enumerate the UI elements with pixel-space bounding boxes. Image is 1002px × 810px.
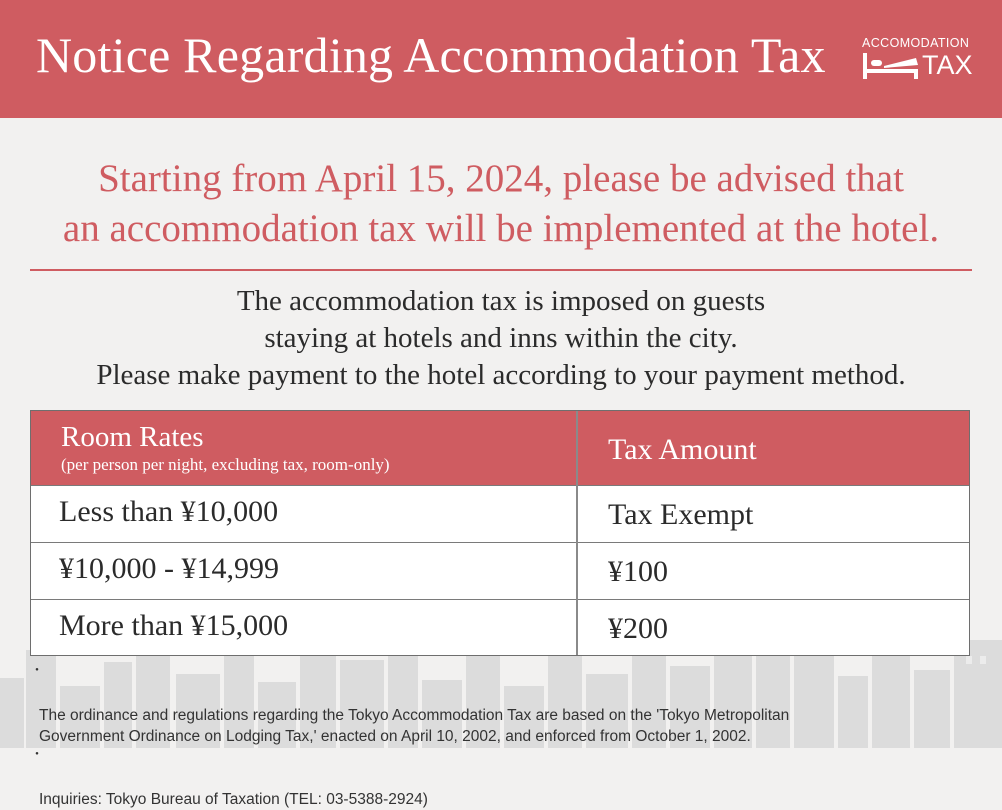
tax-cell: ¥100 bbox=[608, 555, 668, 588]
intro-line-1: The accommodation tax is imposed on guests bbox=[236, 285, 766, 317]
divider bbox=[30, 269, 972, 271]
bullet: ・ bbox=[30, 662, 44, 678]
page-title: Notice Regarding Accommodation Tax bbox=[36, 27, 826, 83]
header-banner bbox=[0, 0, 1002, 118]
rate-cell: ¥10,000 - ¥14,999 bbox=[59, 552, 279, 585]
footnote-inquiries-text: Inquiries: Tokyo Bureau of Taxation (TEL: 03-5388-2924) bbox=[39, 791, 428, 808]
tax-cell: ¥200 bbox=[608, 612, 668, 645]
rate-cell: More than ¥15,000 bbox=[59, 609, 289, 642]
bullet: ・ bbox=[30, 746, 44, 762]
header-room-rates: Room Rates bbox=[61, 421, 204, 453]
intro-line-2: staying at hotels and inns within the city. bbox=[264, 322, 738, 354]
footnote-ordinance-text: The ordinance and regulations regarding the Tokyo Accommodation Tax are based on the 'Tokyo Metropolitan Government Ordinance on Lodging Tax,' enacted on April 10, 2002, and enforced from October 1, 2002. bbox=[39, 707, 790, 745]
intro-line-3: Please make payment to the hotel according to your payment method. bbox=[96, 359, 906, 391]
headline bbox=[0, 154, 1002, 254]
intro-text bbox=[0, 283, 1002, 394]
footnote-ordinance bbox=[30, 663, 980, 747]
headline-line-1: Starting from April 15, 2024, please be advised that bbox=[98, 157, 904, 200]
column-separator bbox=[576, 411, 578, 655]
table-row bbox=[31, 542, 969, 599]
headline-line-2: an accommodation tax will be implemented at the hotel. bbox=[62, 207, 940, 250]
header-room-rates-subtitle: (per person per night, excluding tax, room-only) bbox=[61, 455, 390, 474]
table-row bbox=[31, 485, 969, 542]
table-header-row bbox=[31, 411, 969, 485]
rate-cell: Less than ¥10,000 bbox=[59, 495, 279, 528]
header-tax-amount: Tax Amount bbox=[608, 433, 757, 466]
tax-cell: Tax Exempt bbox=[608, 498, 754, 531]
footnotes bbox=[30, 663, 980, 810]
accommodation-tax-logo bbox=[860, 36, 975, 86]
bed-icon bbox=[862, 52, 920, 80]
footnote-inquiries bbox=[30, 747, 980, 810]
table-row bbox=[31, 599, 969, 656]
logo-big-text: TAX bbox=[922, 50, 973, 80]
tax-rate-table bbox=[30, 410, 970, 656]
logo-small-text: ACCOMODATION bbox=[862, 36, 970, 50]
